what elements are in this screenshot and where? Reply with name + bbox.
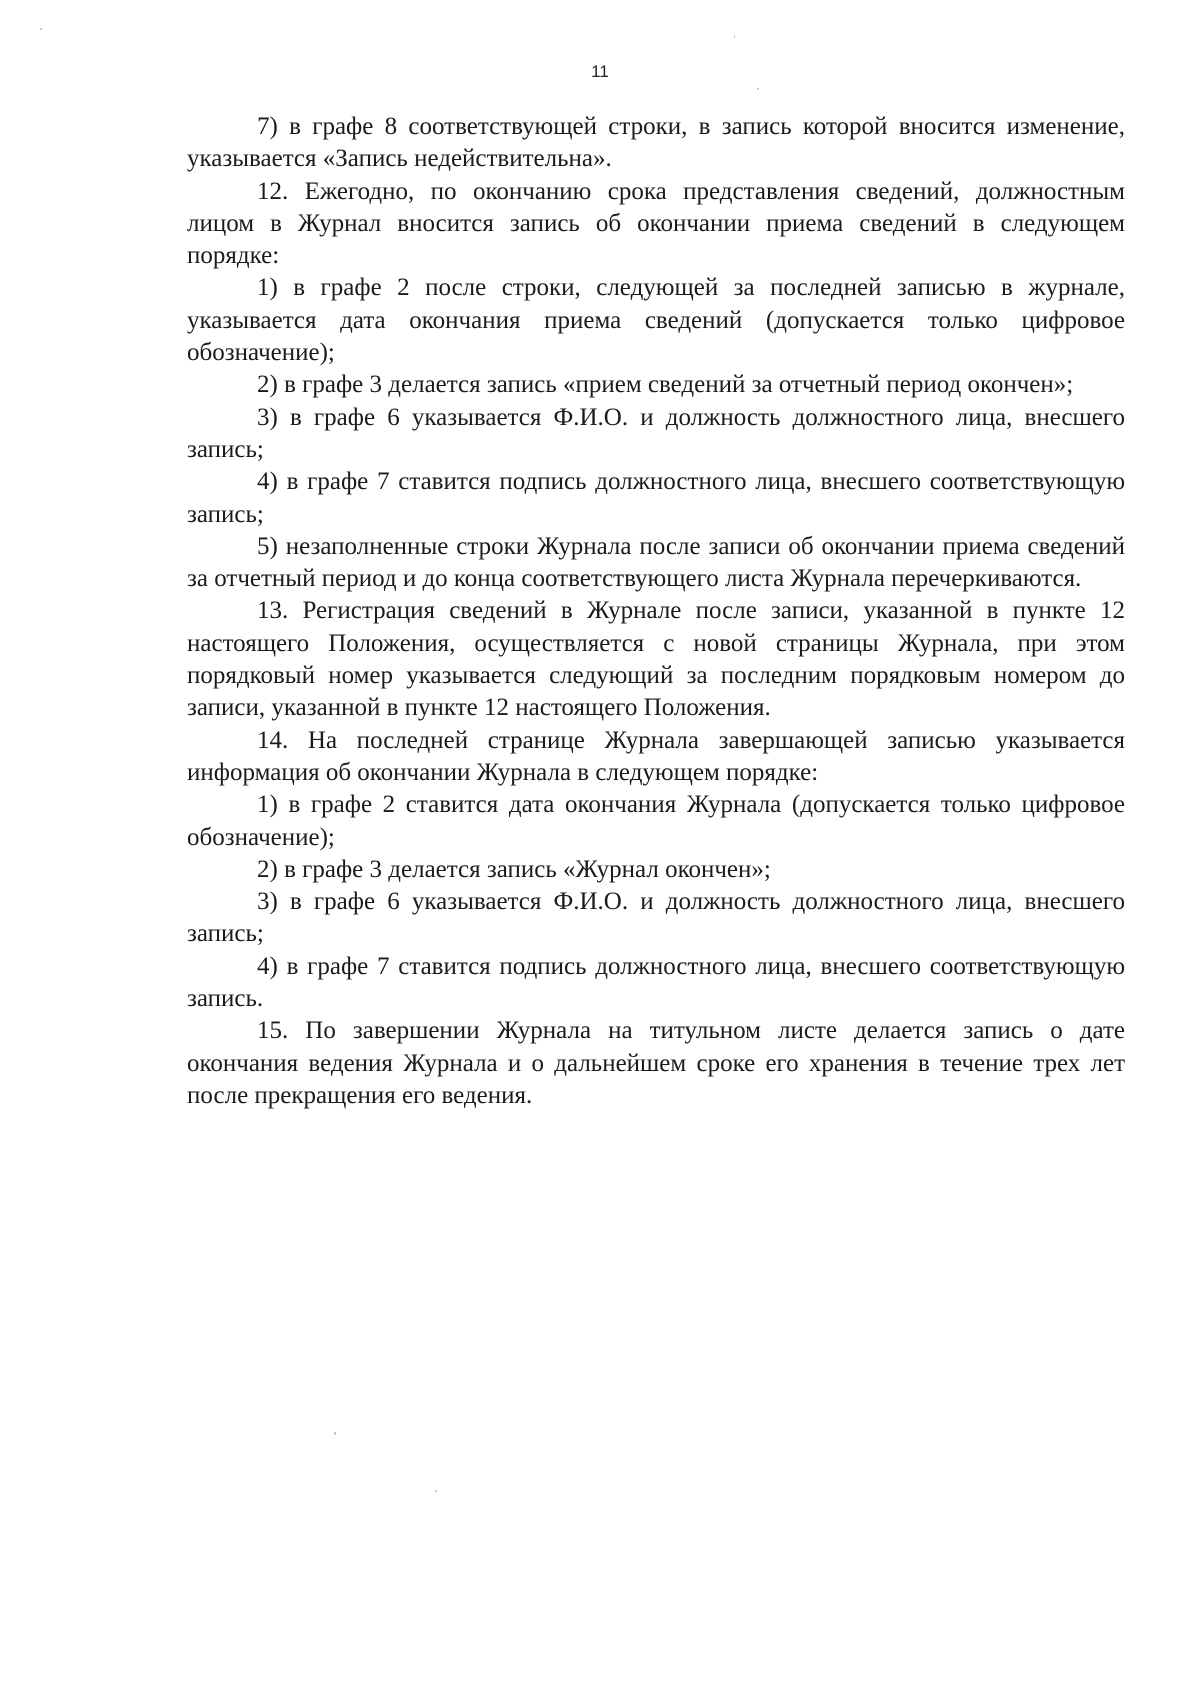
paragraph-clause-12-item-4: 4) в графе 7 ставится подпись должностного лица, внесшего соответствующую запись; (187, 468, 1125, 528)
scan-speck (334, 1432, 336, 1435)
paragraph-clause-14-item-2: 2) в графе 3 делается запись «Журнал окончен»; (257, 855, 771, 883)
paragraph-clause-12-item-3: 3) в графе 6 указывается Ф.И.О. и должность должностного лица, внесшего запись; (187, 403, 1125, 463)
paragraph-clause-14-item-3: 3) в графе 6 указывается Ф.И.О. и должность должностного лица, внесшего запись; (187, 888, 1125, 948)
paragraph-clause-12: 12. Ежегодно, по окончанию срока представления сведений, должностным лицом в Журнал вносится запись об окончании приема сведений в следующем порядке: (187, 177, 1125, 270)
scan-speck (734, 35, 735, 38)
paragraph-item-7-graph-8: 7) в графе 8 соответствующей строки, в запись которой вносится изменение, указывается «Запись недействительна». (187, 113, 1125, 173)
scan-speck (757, 88, 759, 90)
paragraph-clause-14-item-1: 1) в графе 2 ставится дата окончания Журнала (допускается только цифровое обозначение); (187, 791, 1125, 851)
scan-speck (40, 28, 42, 30)
page-number: 11 (591, 62, 609, 81)
paragraph-clause-12-item-2: 2) в графе 3 делается запись «прием сведений за отчетный период окончен»; (257, 371, 1074, 399)
paragraph-clause-14-item-4: 4) в графе 7 ставится подпись должностного лица, внесшего соответствующую запись. (187, 952, 1125, 1013)
document-body (187, 111, 1125, 1112)
paragraph-clause-14: 14. На последней странице Журнала завершающей записью указывается информация об окончании Журнала в следующем порядке: (187, 726, 1125, 786)
scan-speck (435, 1490, 437, 1492)
paragraph-clause-12-item-1: 1) в графе 2 после строки, следующей за последней записью в журнале, указывается дата окончания приема сведений (допускается только цифровое обозначение); (187, 274, 1125, 367)
paragraph-clause-13: 13. Регистрация сведений в Журнале после записи, указанной в пункте 12 настоящего Положения, осуществляется с новой страницы Журнала, при этом порядковый номер указывается следующий за последним порядковым номером до записи, указанной в пункте 12 настоящего Положения. (187, 597, 1125, 722)
paragraph-clause-15: 15. По завершении Журнала на титульном листе делается запись о дате окончания ведения Журнала и о дальнейшем сроке его хранения в течение трех лет после прекращения его ведения. (187, 1017, 1125, 1109)
paragraph-clause-12-item-5: 5) незаполненные строки Журнала после записи об окончании приема сведений за отчетный период и до конца соответствующего листа Журнала перечеркиваются. (187, 532, 1125, 593)
